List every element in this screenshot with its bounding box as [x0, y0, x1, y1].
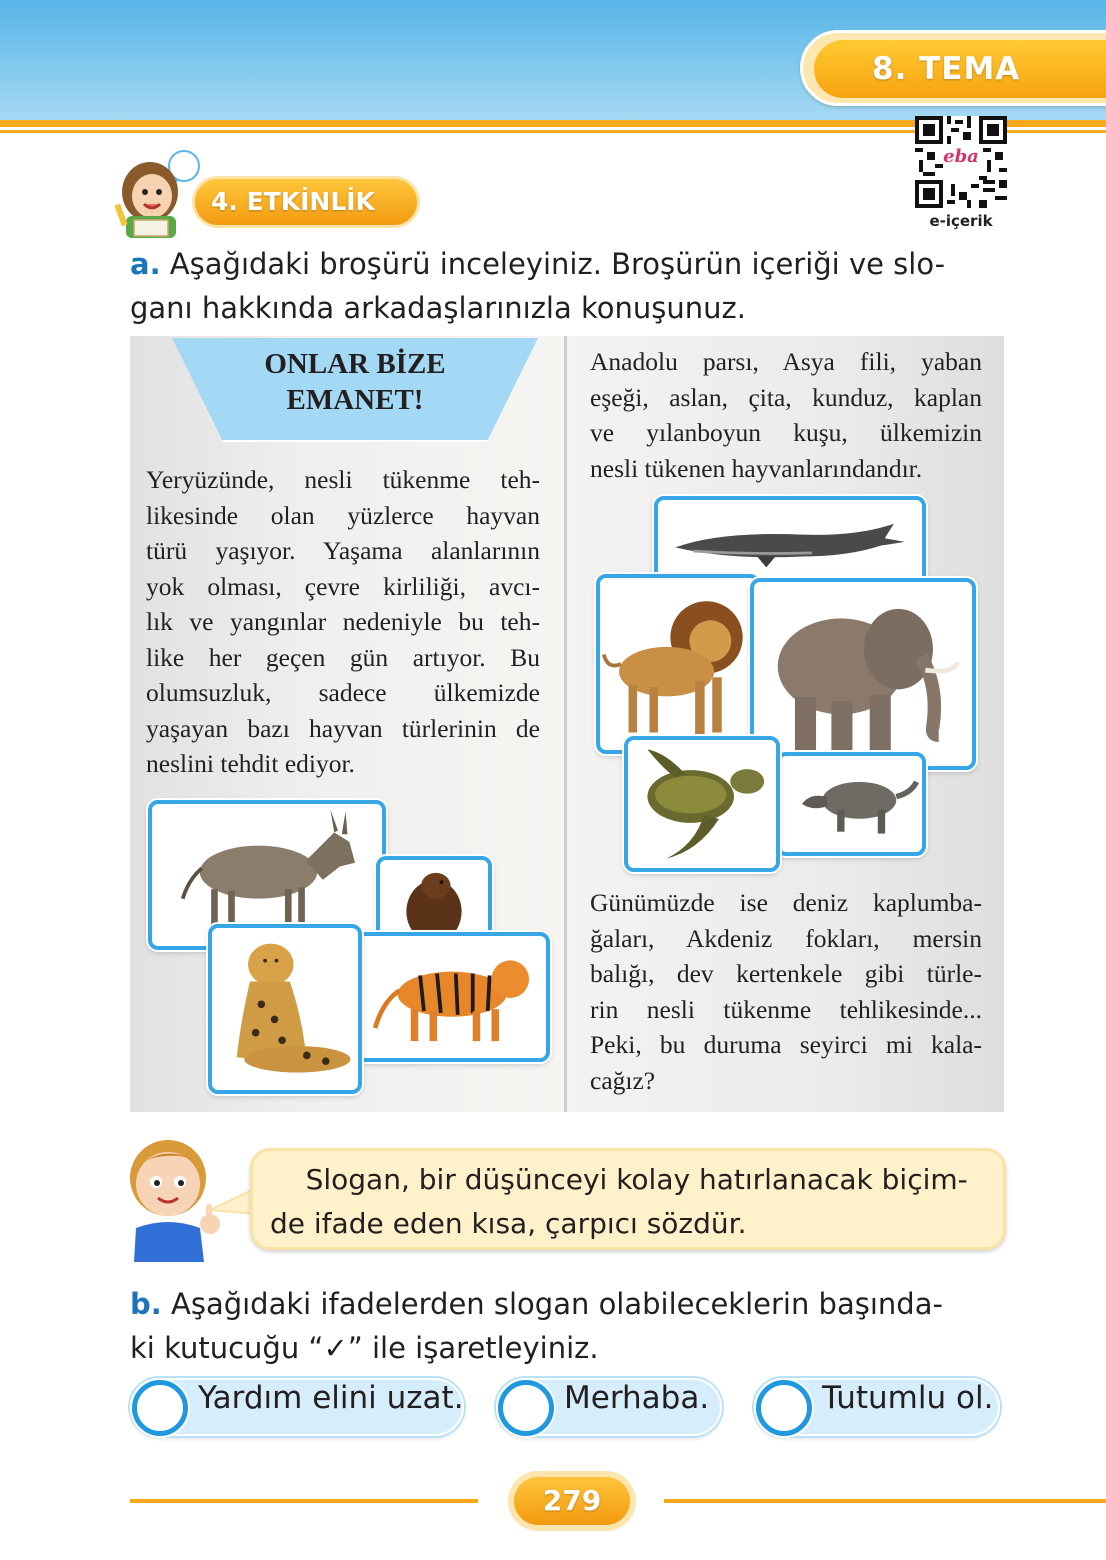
slogan-definition-line2: de ifade eden kısa, çarpıcı sözdür. — [270, 1207, 747, 1240]
option-yardim-elini-uzat[interactable] — [130, 1378, 464, 1436]
girl-mascot-icon — [112, 146, 207, 241]
paragraph-line: eşeği, aslan, çita, kunduz, kaplan — [590, 382, 982, 412]
elephant-icon — [754, 582, 972, 766]
paragraph-line: neslini tehdit ediyor. — [146, 749, 355, 778]
theme-badge: 8. TEMA — [814, 40, 1106, 98]
slogan-definition — [270, 1158, 990, 1246]
paragraph-line: cağız? — [590, 1065, 656, 1095]
task-a-line1 — [130, 242, 945, 286]
task-a-letter: a. — [130, 247, 161, 281]
brochure-left-paragraph — [146, 462, 540, 782]
paragraph-line: ğaları, Akdeniz fokları, mersin — [590, 923, 982, 953]
task-a-line2: ganı hakkında arkadaşlarınızla konuşunuz. — [130, 291, 746, 325]
photo-elephant — [750, 578, 976, 770]
option-merhaba[interactable] — [496, 1378, 722, 1436]
paragraph-line: likesinde olan yüzlerce hayvan — [146, 500, 540, 530]
photo-lion — [596, 574, 760, 754]
tiger-icon — [360, 936, 546, 1058]
brochure-right-paragraph-1 — [590, 344, 982, 486]
brochure-title-line2: EMANET! — [286, 384, 424, 416]
option-label: Merhaba. — [564, 1380, 710, 1416]
eba-logo: eba — [943, 146, 979, 167]
brochure-fold — [564, 336, 567, 1112]
paragraph-line: lık ve yangınlar nedeniyle bu teh- — [146, 607, 540, 636]
paragraph-line: Günümüzde ise deniz kaplumba- — [590, 888, 982, 917]
jaguar-icon — [212, 928, 358, 1090]
option-checkbox[interactable] — [132, 1380, 188, 1436]
option-checkbox[interactable] — [756, 1380, 812, 1436]
paragraph-line: ve yılanboyun kuşu, ülkemizin — [590, 418, 982, 447]
activity-badge: 4. ETKİNLİK — [192, 176, 420, 228]
paragraph-line: Peki, bu duruma seyirci mi kala- — [590, 1030, 982, 1059]
paragraph-line: rin nesli tükenme tehlikesinde... — [590, 994, 982, 1024]
paragraph-line: yaşayan bazı hayvan türlerinin de — [146, 713, 540, 743]
paragraph-line: yok olması, çevre kirliliği, avcı- — [146, 571, 540, 601]
brochure-right-paragraph-2 — [590, 885, 982, 1098]
option-label: Yardım elini uzat. — [198, 1380, 464, 1416]
task-b-letter: b. — [130, 1287, 162, 1321]
paragraph-line: olumsuzluk, sadece ülkemizde — [146, 678, 540, 707]
paragraph-line: türü yaşıyor. Yaşama alanlarının — [146, 536, 540, 565]
sturgeon-icon — [658, 500, 922, 582]
page-number: 279 — [514, 1477, 630, 1525]
sea-turtle-icon — [628, 740, 776, 868]
photo-sea-turtle — [624, 736, 780, 872]
option-tutumlu-ol[interactable] — [754, 1378, 1000, 1436]
brochure-title — [172, 346, 538, 418]
task-b-line2: ki kutucuğu “✓” ile işaretleyiniz. — [130, 1331, 599, 1365]
photo-tiger — [356, 932, 550, 1062]
task-b-text-1: Aşağıdaki ifadelerden slogan olabileceklerin başında- — [161, 1287, 943, 1321]
photo-sturgeon — [654, 496, 926, 586]
qr-label: e-içerik — [929, 212, 993, 230]
footer-rule-left — [130, 1499, 478, 1503]
option-label: Tutumlu ol. — [822, 1380, 994, 1416]
paragraph-line: like her geçen gün artıyor. Bu — [146, 642, 540, 672]
brochure-title-line1: ONLAR BİZE — [264, 348, 446, 380]
option-checkbox[interactable] — [498, 1380, 554, 1436]
komodo-dragon-icon — [780, 756, 922, 852]
task-a-text-1: Aşağıdaki broşürü inceleyiniz. Broşürün içeriği ve slo- — [160, 247, 946, 281]
photo-komodo — [776, 752, 926, 856]
task-b-line1 — [130, 1282, 943, 1326]
slogan-definition-line1: Slogan, bir düşünceyi kolay hatırlanacak biçim- — [270, 1163, 968, 1196]
paragraph-line: Yeryüzünde, nesli tükenme teh- — [146, 465, 540, 494]
paragraph-line: balığı, dev kertenkele gibi türle- — [590, 959, 982, 988]
photo-jaguar — [208, 924, 362, 1094]
paragraph-line: nesli tükenen hayvanlarındandır. — [590, 453, 923, 483]
paragraph-line: Anadolu parsı, Asya fili, yaban — [590, 347, 982, 376]
footer-rule-right — [664, 1499, 1106, 1503]
lion-icon — [600, 578, 756, 750]
